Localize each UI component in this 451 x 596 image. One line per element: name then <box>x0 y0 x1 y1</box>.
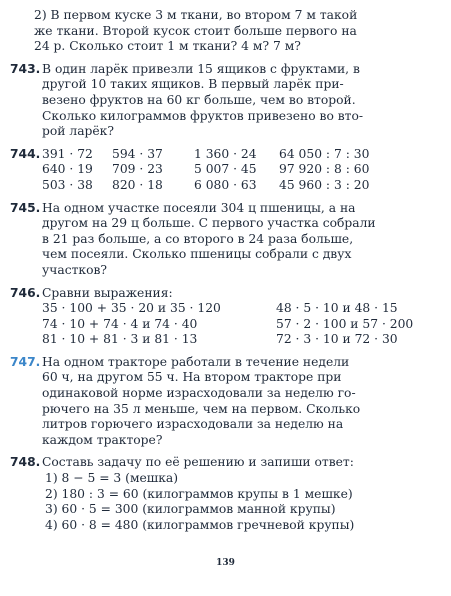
problem-number: 746. <box>10 285 41 300</box>
text-line: другой 10 таких ящиков. В первый ларёк при- <box>42 77 344 92</box>
text-line: другом на 29 ц больше. С первого участка собрали <box>42 216 376 231</box>
comparison: 48 · 5 · 10 и 48 · 15 <box>276 301 398 316</box>
text-line: везено фруктов на 60 кг больше, чем во второй. <box>42 92 356 107</box>
text-line: в 21 раз больше, а со второго в 24 раза больше, <box>42 231 354 246</box>
comparison: 35 · 100 + 35 · 20 и 35 · 120 <box>42 301 221 316</box>
text-line: На одном участке посеяли 304 ц пшеницы, а на <box>42 200 356 215</box>
text-line: литров горючего израсходовали за неделю на <box>42 417 344 432</box>
expression: 5 007 · 45 <box>194 162 257 177</box>
comparison-grid <box>10 301 425 348</box>
expression: 6 080 · 63 <box>194 177 257 192</box>
problem-744 <box>10 147 425 194</box>
solution-step: 1) 8 − 5 = 3 (мешка) <box>45 471 179 486</box>
text-line: рой ларёк? <box>42 124 114 139</box>
text-line: одинаковой норме израсходовали за неделю го- <box>42 386 356 401</box>
text-line: чем посеяли. Сколько пшеницы собрали с двух <box>42 247 352 262</box>
comparison: 81 · 10 + 81 · 3 и 81 · 13 <box>42 332 198 347</box>
text-line: Сколько килограммов фруктов привезено во вто- <box>42 108 364 123</box>
problem-number: 748. <box>10 455 41 470</box>
text-line: участков? <box>42 262 107 277</box>
text-line: 24 р. Сколько стоит 1 м ткани? 4 м? 7 м? <box>34 39 301 54</box>
solution-step: 3) 60 · 5 = 300 (килограммов манной крупы) <box>45 502 336 517</box>
expression: 503 · 38 <box>42 177 93 192</box>
text-line: рючего на 35 л меньше, чем на первом. Сколько <box>42 401 361 416</box>
expression: 45 960 : 3 : 20 <box>279 177 370 192</box>
expression-grid <box>42 147 369 194</box>
problem-742-continued <box>10 8 425 55</box>
text-line: В один ларёк привезли 15 ящиков с фруктами, в <box>42 61 360 76</box>
text-line: же ткани. Второй кусок стоит больше первого на <box>34 23 357 38</box>
problem-745 <box>10 201 425 279</box>
comparison: 57 · 2 · 100 и 57 · 200 <box>276 316 414 331</box>
expression: 391 · 72 <box>42 146 93 161</box>
solution-step: 2) 180 : 3 = 60 (килограммов крупы в 1 мешке) <box>45 486 353 501</box>
problem-747 <box>10 355 425 449</box>
text-line: На одном тракторе работали в течение недели <box>42 354 350 369</box>
page-number: 139 <box>216 558 235 568</box>
problem-number: 744. <box>10 146 41 161</box>
problem-number: 745. <box>10 200 41 215</box>
problem-746 <box>10 286 425 348</box>
expression: 64 050 : 7 : 30 <box>279 146 370 161</box>
problem-748 <box>10 455 425 533</box>
problem-number: 743. <box>10 61 41 76</box>
solution-steps <box>10 471 425 533</box>
expression: 820 · 18 <box>112 177 163 192</box>
text-line: каждом тракторе? <box>42 432 163 447</box>
solution-step: 4) 60 · 8 = 480 (килограммов гречневой крупы) <box>45 517 355 532</box>
problem-instruction: Сравни выражения: <box>42 285 173 300</box>
expression: 97 920 : 8 : 60 <box>279 162 370 177</box>
comparison: 74 · 10 + 74 · 4 и 74 · 40 <box>42 316 198 331</box>
text-line: 2) В первом куске 3 м ткани, во втором 7 м такой <box>34 8 358 22</box>
text-line: 60 ч, на другом 55 ч. На втором тракторе при <box>42 370 342 385</box>
problem-number: 747. <box>10 354 41 369</box>
expression: 709 · 23 <box>112 162 163 177</box>
expression: 640 · 19 <box>42 162 93 177</box>
problem-743 <box>10 62 425 140</box>
comparison: 72 · 3 · 10 и 72 · 30 <box>276 332 398 347</box>
expression: 594 · 37 <box>112 146 163 161</box>
expression: 1 360 · 24 <box>194 146 257 161</box>
problem-instruction: Составь задачу по её решению и запиши ответ: <box>42 455 354 470</box>
